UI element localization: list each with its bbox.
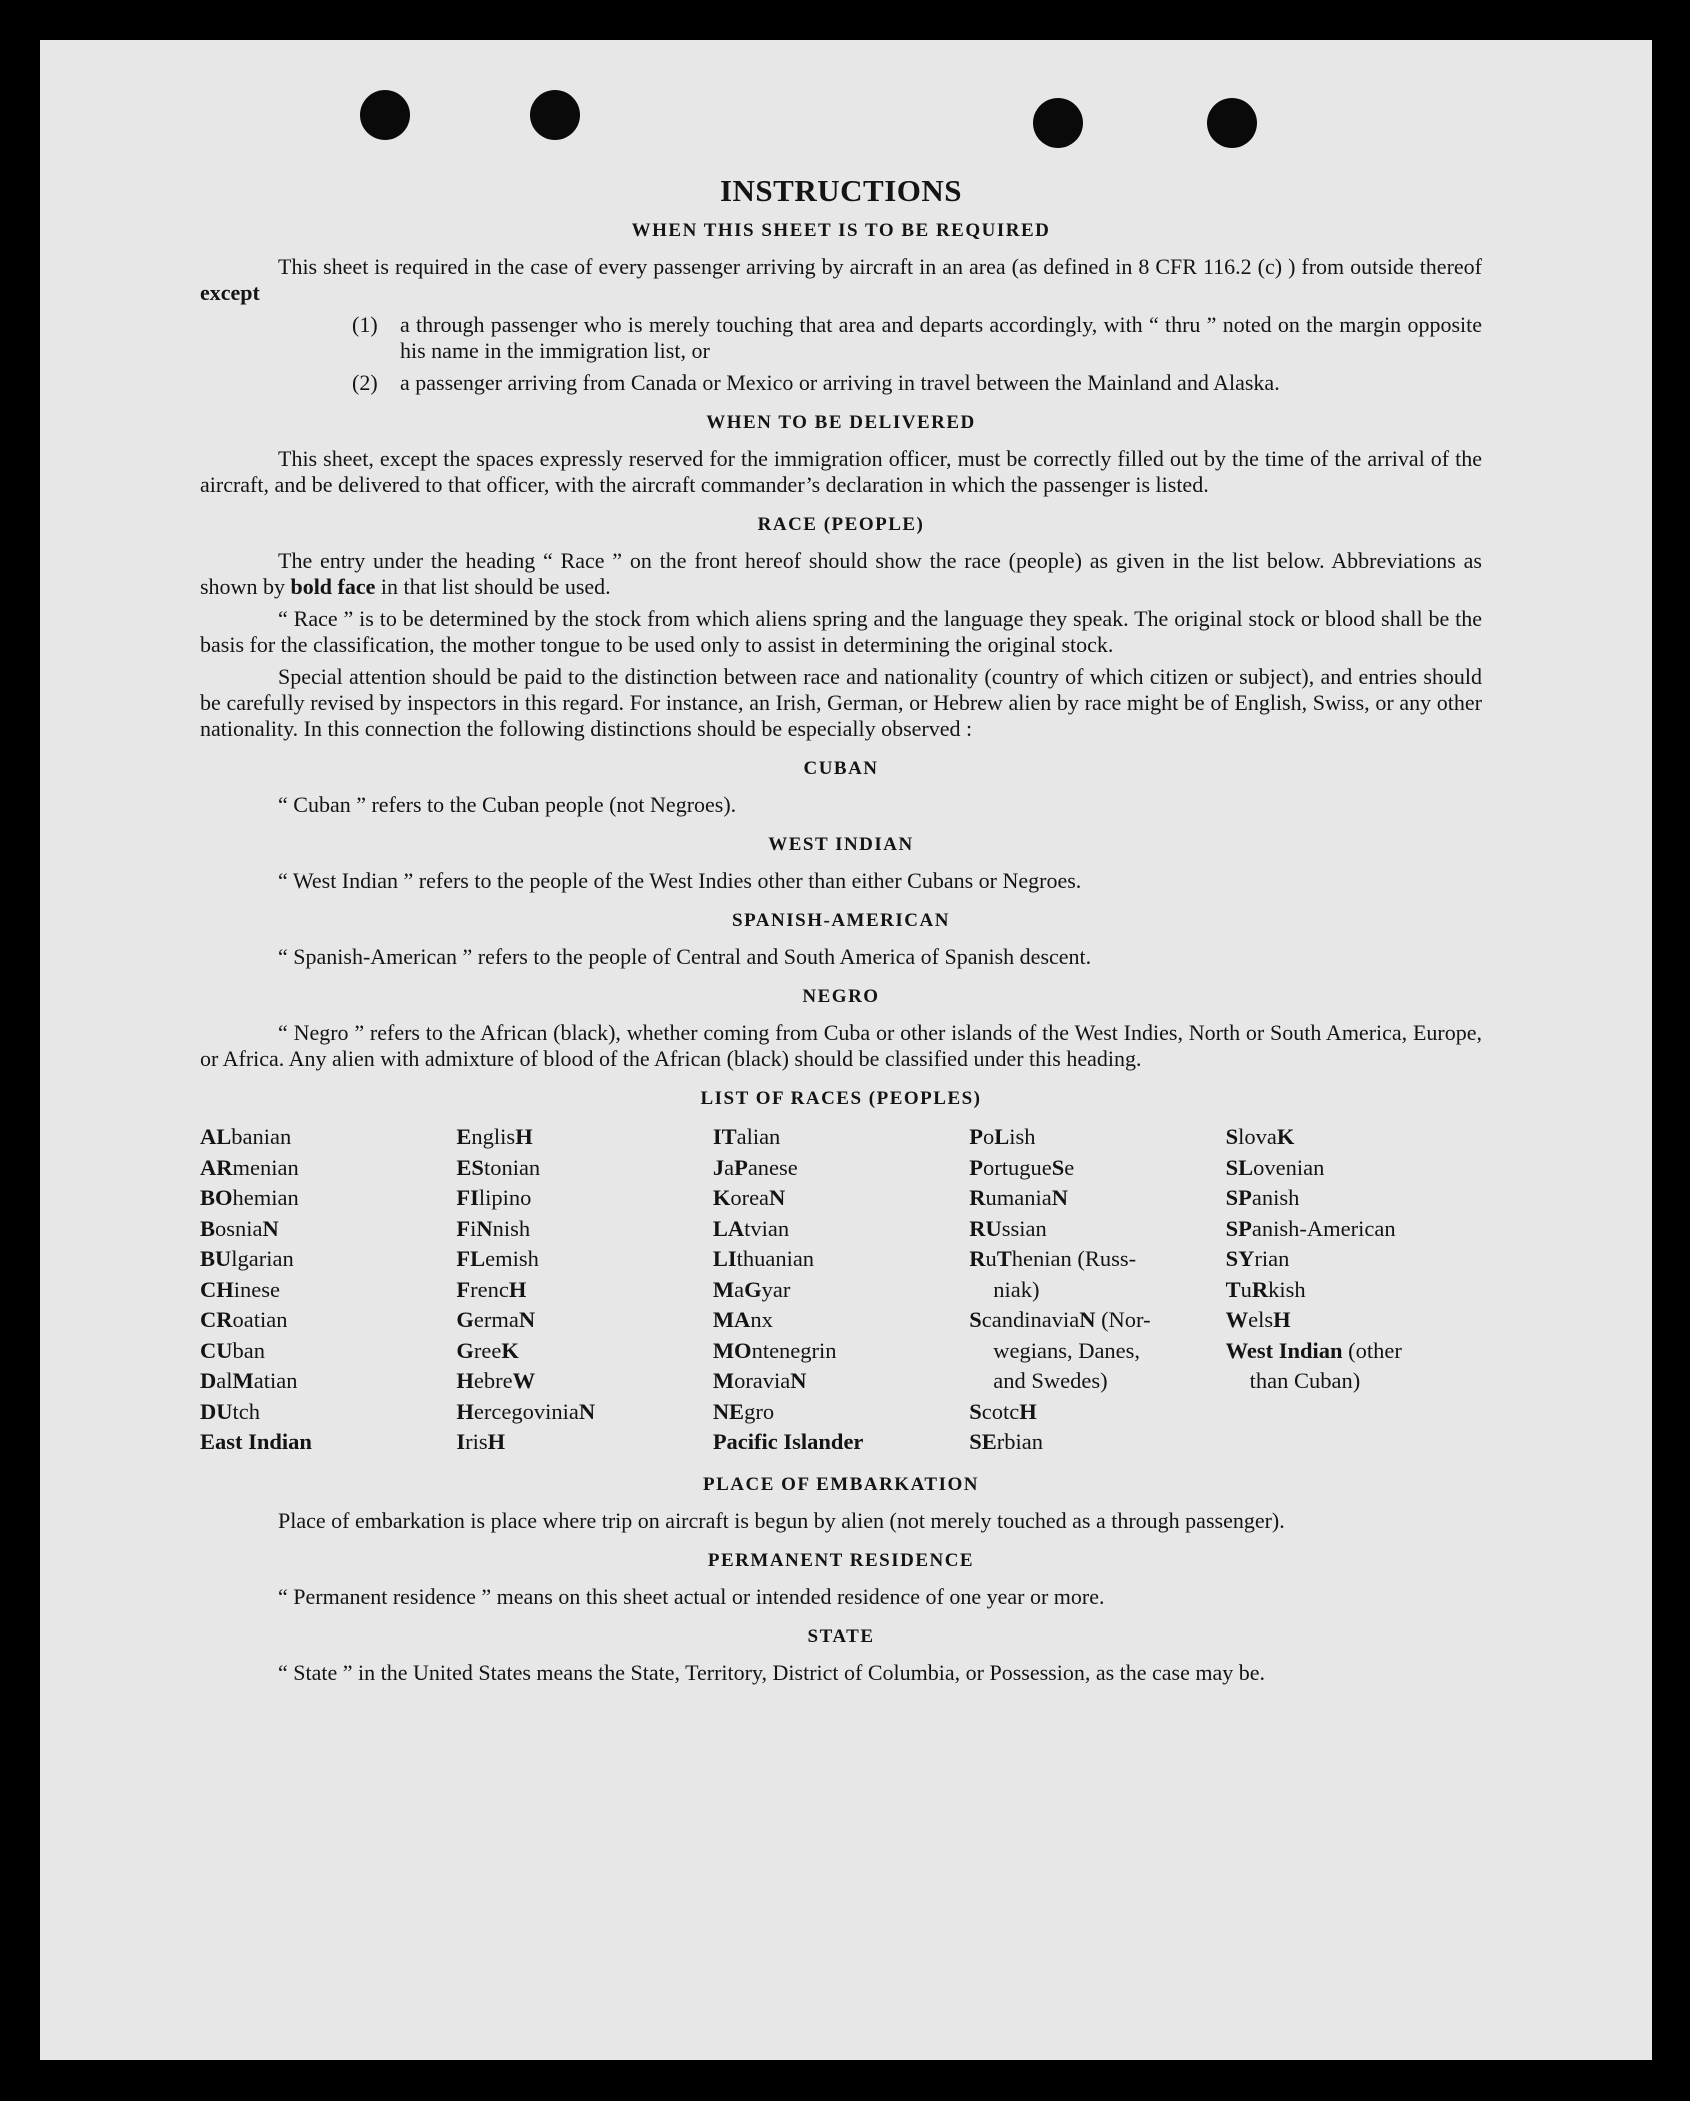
race-entry: SPanish-American: [1225, 1215, 1396, 1241]
heading-spanish-american: SPANISH-AMERICAN: [732, 910, 950, 931]
race-paragraph: Special attention should be paid to the distinction between race and nationality (country of which citizen or subject), and entries should be carefully revised by inspectors in this regard. For instance, an Irish, German, or Hebrew alien by race might be of English, Swiss, or any other nationality. In this connection the following distinctions should be especially observed :: [200, 664, 1482, 741]
race-entry: JaPanese: [712, 1154, 798, 1180]
heading-negro: NEGRO: [802, 986, 880, 1007]
race-entry: Pacific Islander: [712, 1429, 864, 1454]
race-entry: EnglisH: [456, 1124, 533, 1149]
race-entry: NEgro: [712, 1398, 775, 1424]
residence-text: “ Permanent residence ” means on this sheet actual or intended residence of one year or more.: [278, 1583, 1105, 1609]
race-entry: and Swedes): [993, 1368, 1108, 1393]
race-entry: FiNnish: [456, 1215, 531, 1241]
heading-embarkation: PLACE OF EMBARKATION: [703, 1473, 979, 1495]
race-list: [200, 1122, 1482, 1458]
race-entry: FLemish: [456, 1246, 539, 1271]
embarkation-text: Place of embarkation is place where trip on aircraft is begun by alien (not merely touched as a through passenger).: [278, 1507, 1285, 1533]
punch-hole: [530, 90, 580, 140]
race-paragraph: The entry under the heading “ Race ” on the front hereof should show the race (people) as given in the list below. Abbreviations as shown by bold face in that list should be used.: [200, 548, 1482, 599]
punch-hole: [1207, 98, 1257, 148]
race-entry: West Indian (other: [1225, 1337, 1402, 1363]
race-entry: KoreaN: [712, 1185, 786, 1210]
race-entry: CRoatian: [200, 1307, 288, 1332]
race-column: [200, 1122, 456, 1458]
race-entry: FrencH: [456, 1276, 527, 1302]
race-entry: LIthuanian: [712, 1246, 815, 1271]
race-entry: TuRkish: [1225, 1276, 1306, 1302]
race-entry: LAtvian: [712, 1215, 790, 1241]
race-entry: BUlgarian: [200, 1246, 294, 1271]
race-entry: PoLish: [969, 1124, 1036, 1149]
race-entry: ARmenian: [200, 1154, 299, 1180]
race-entry: WelsH: [1225, 1307, 1291, 1332]
race-entry: GermaN: [456, 1307, 536, 1332]
race-entry: SLovenian: [1225, 1154, 1325, 1180]
page-title: INSTRUCTIONS: [719, 173, 962, 208]
punch-hole: [360, 90, 410, 140]
heading-state: STATE: [807, 1625, 875, 1647]
race-entry: CHinese: [200, 1276, 280, 1302]
race-entry: than Cuban): [1249, 1368, 1361, 1393]
race-entry: SYrian: [1225, 1246, 1290, 1271]
required-intro: This sheet is required in the case of every passenger arriving by aircraft in an area (as defined in 8 CFR 116.2 (c) ) from outside thereof except: [200, 254, 1482, 305]
heading-cuban: CUBAN: [803, 758, 879, 779]
race-entry: MOntenegrin: [712, 1337, 837, 1363]
race-entry: GreeK: [456, 1337, 519, 1363]
race-entry: BOhemian: [200, 1185, 299, 1210]
race-entry: EStonian: [456, 1154, 541, 1180]
race-column: [1226, 1122, 1482, 1458]
race-entry: MaGyar: [712, 1276, 791, 1302]
race-entry: FIlipino: [456, 1185, 532, 1210]
document-sheet: [40, 40, 1652, 2060]
race-entry: CUban: [200, 1337, 265, 1363]
race-entry: SErbian: [969, 1429, 1043, 1454]
race-entry: SPanish: [1225, 1185, 1300, 1210]
west-indian-text: “ West Indian ” refers to the people of the West Indies other than either Cubans or Negroes.: [278, 868, 1082, 893]
required-item: (1) a through passenger who is merely touching that area and departs accordingly, with “ thru ” noted on the margin opposite his name in the immigration list, or: [352, 312, 1482, 363]
race-entry: BosniaN: [200, 1215, 279, 1241]
spanish-american-text: “ Spanish-American ” refers to the people of Central and South America of Spanish descent.: [278, 944, 1092, 969]
race-entry: MoraviaN: [712, 1368, 807, 1393]
heading-list-of-races: LIST OF RACES (PEOPLES): [700, 1088, 982, 1109]
heading-race: RACE (PEOPLE): [757, 514, 925, 535]
race-column: [713, 1122, 969, 1458]
race-entry: RUssian: [969, 1215, 1047, 1241]
delivered-text: This sheet, except the spaces expressly reserved for the immigration officer, must be correctly filled out by the time of the arrival of the aircraft, and be delivered to that officer, with the aircraft commander’s declaration in which the passenger is listed.: [200, 446, 1482, 497]
race-entry: HebreW: [456, 1368, 536, 1393]
race-entry: RumaniaN: [969, 1185, 1068, 1210]
race-column: [969, 1122, 1225, 1458]
race-entry: MAnx: [712, 1307, 773, 1332]
race-entry: RuThenian (Russ-: [969, 1246, 1137, 1271]
race-paragraph: “ Race ” is to be determined by the stock from which aliens spring and the language they speak. The original stock or blood shall be the basis for the classification, the mother tongue to be used only to assist in determining the original stock.: [200, 606, 1482, 657]
required-item: (2) a passenger arriving from Canada or Mexico or arriving in travel between the Mainland and Alaska.: [352, 370, 1280, 395]
heading-delivered: WHEN TO BE DELIVERED: [706, 412, 976, 433]
race-entry: ScotcH: [969, 1398, 1037, 1424]
race-entry: DUtch: [200, 1398, 260, 1424]
race-entry: ITalian: [712, 1124, 781, 1149]
race-entry: ALbanian: [200, 1124, 292, 1149]
instructions-content: [200, 170, 1482, 1692]
race-entry: PortugueSe: [969, 1154, 1075, 1180]
race-entry: ScandinaviaN (Nor-: [969, 1307, 1151, 1332]
race-entry: SlovaK: [1225, 1124, 1295, 1149]
race-entry: DalMatian: [200, 1368, 298, 1393]
heading-residence: PERMANENT RESIDENCE: [707, 1549, 975, 1571]
heading-required: WHEN THIS SHEET IS TO BE REQUIRED: [631, 220, 1051, 241]
race-entry: IrisH: [456, 1429, 506, 1454]
negro-text: “ Negro ” refers to the African (black), whether coming from Cuba or other islands of the West Indies, North or South America, Europe, or Africa. Any alien with admixture of blood of the African (black) should be classified under this heading.: [200, 1020, 1482, 1071]
race-entry: niak): [993, 1276, 1040, 1302]
race-entry: HercegoviniaN: [456, 1398, 596, 1424]
cuban-text: “ Cuban ” refers to the Cuban people (not Negroes).: [278, 792, 737, 817]
heading-west-indian: WEST INDIAN: [768, 834, 914, 855]
race-entry: wegians, Danes,: [993, 1337, 1141, 1363]
state-text: “ State ” in the United States means the State, Territory, District of Columbia, or Possession, as the case may be.: [278, 1659, 1266, 1685]
race-column: [456, 1122, 712, 1458]
punch-hole: [1033, 98, 1083, 148]
race-entry: East Indian: [200, 1429, 312, 1454]
